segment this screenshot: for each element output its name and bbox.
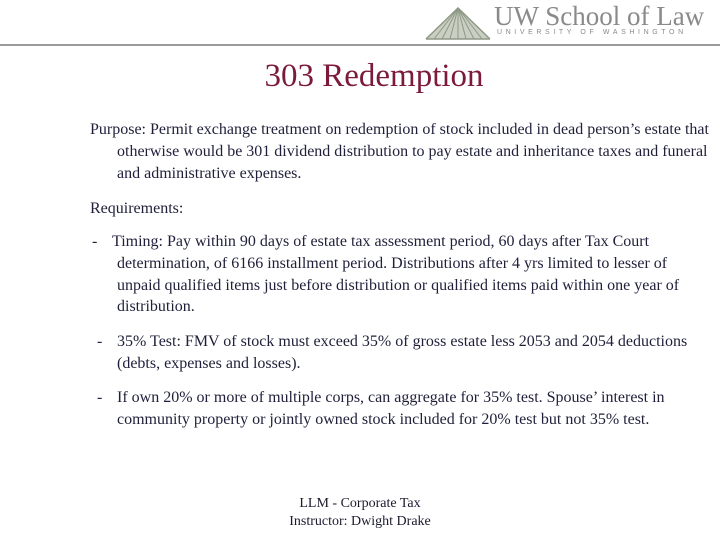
header-divider bbox=[0, 44, 720, 46]
requirement-text: 35% Test: FMV of stock must exceed 35% of gross estate less 2053 and 2054 deductions (debts, expenses and losses). bbox=[117, 333, 688, 372]
requirement-item-aggregation bbox=[97, 387, 697, 431]
logo-subtitle: UNIVERSITY OF WASHINGTON bbox=[497, 29, 687, 36]
requirements-heading: Requirements: bbox=[90, 200, 184, 217]
footer-instructor: Instructor: Dwight Drake bbox=[289, 514, 431, 529]
slide-header bbox=[0, 0, 720, 46]
requirement-item-35-percent-test bbox=[97, 331, 697, 375]
footer-course: LLM - Corporate Tax bbox=[299, 496, 421, 511]
slide-title: 303 Redemption bbox=[264, 58, 484, 94]
requirement-text: If own 20% or more of multiple corps, can aggregate for 35% test. Spouse’ interest in community property or jointly owned stock included for 20% test but not 35% test. bbox=[117, 389, 665, 428]
bullet-dash: - bbox=[97, 389, 103, 406]
requirement-item-timing bbox=[92, 231, 702, 318]
slide-footer bbox=[0, 495, 720, 531]
requirement-text: Timing: Pay within 90 days of estate tax assessment period, 60 days after Tax Court determination, of 6166 installment period. Distributions after 4 yrs limited to lesser of unpaid qualified items just before distribution or qualified items paid within one year of distribution. bbox=[112, 233, 680, 316]
bullet-dash: - bbox=[97, 333, 103, 350]
purpose-paragraph: Purpose: Permit exchange treatment on redemption of stock included in dead person’s estate that otherwise would be 301 dividend distribution to pay estate and inheritance taxes and funeral and administrative expenses. bbox=[90, 121, 709, 182]
bullet-dash: - bbox=[92, 233, 98, 250]
logo-wordmark: UW School of Law bbox=[494, 1, 705, 31]
uw-law-building-icon bbox=[424, 5, 494, 41]
